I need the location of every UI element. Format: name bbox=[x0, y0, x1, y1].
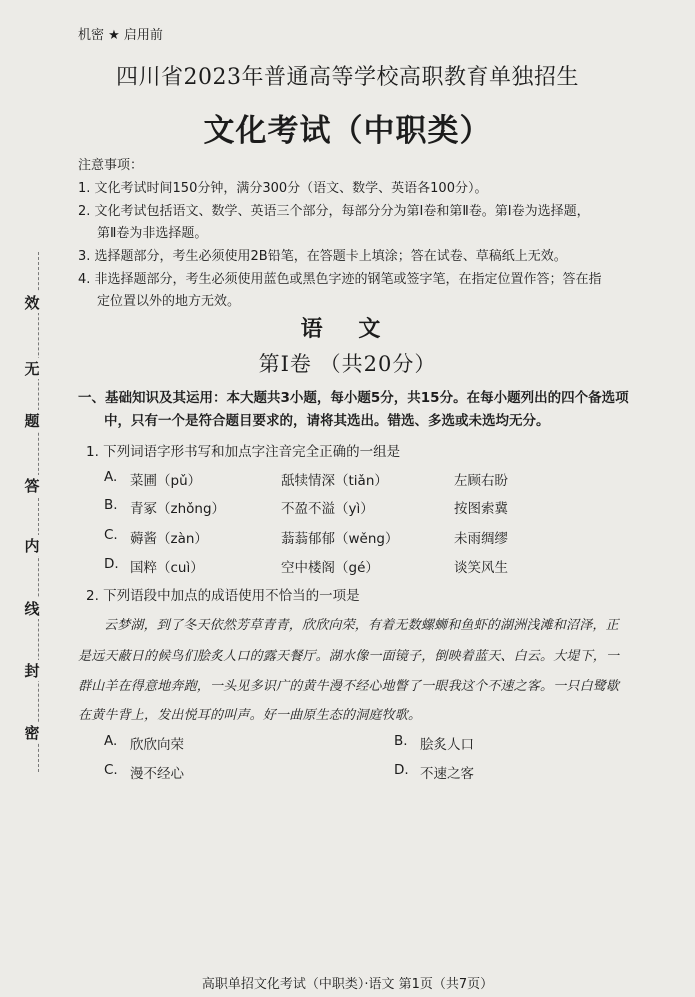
option-text: 菜圃（pǔ） bbox=[130, 473, 202, 489]
subject-title: 语 文 bbox=[300, 316, 395, 342]
passage-line: 在黄牛背上，发出悦耳的叫声。好一曲原生态的洞庭牧歌。 bbox=[78, 708, 422, 723]
volume-title: 第Ⅰ卷 （共20分） bbox=[258, 352, 437, 376]
passage-line: 是远天蔽日的候鸟们脍炙人口的露天餐厅。湖水像一面镜子，倒映着蓝天、白云。大堤下，一 bbox=[78, 649, 620, 664]
margin-char: 效 bbox=[22, 292, 42, 313]
option-label: A. bbox=[104, 733, 118, 749]
margin-char: 无 bbox=[22, 358, 42, 379]
option-text: 谈笑风生 bbox=[454, 560, 508, 576]
option-text: 蓊蓊郁郁（wěng） bbox=[281, 531, 399, 547]
question-stem: 1. 下列词语字形书写和加点字注音完全正确的一组是 bbox=[86, 444, 401, 460]
option-text: 不盈不溢（yì） bbox=[281, 501, 374, 517]
option-text: 不速之客 bbox=[420, 766, 474, 782]
margin-char: 答 bbox=[22, 475, 42, 496]
note-item: 3. 选择题部分，考生必须使用2B铅笔，在答题卡上填涂；答在试卷、草稿纸上无效。 bbox=[78, 249, 567, 264]
section-instructions: 中，只有一个是符合题目要求的，请将其选出。错选、多选或未选均无分。 bbox=[104, 413, 550, 429]
margin-char: 内 bbox=[22, 535, 42, 556]
option-text: 脍炙人口 bbox=[420, 737, 474, 753]
option-label: B. bbox=[394, 733, 408, 749]
option-text: 空中楼阁（gé） bbox=[281, 560, 379, 576]
note-item: 1. 文化考试时间150分钟，满分300分（语文、数学、英语各100分）。 bbox=[78, 181, 488, 196]
confidential-label: 机密 ★ 启用前 bbox=[78, 28, 163, 43]
option-text: 舐犊情深（tiǎn） bbox=[281, 473, 388, 489]
option-text: 漫不经心 bbox=[130, 766, 184, 782]
page-footer: 高职单招文化考试（中职类）·语文 第1页（共7页） bbox=[201, 977, 494, 992]
note-item: 第Ⅱ卷为非选择题。 bbox=[97, 226, 208, 241]
option-label: C. bbox=[104, 527, 118, 543]
margin-char: 封 bbox=[22, 660, 42, 681]
note-item: 2. 文化考试包括语文、数学、英语三个部分，每部分分为第Ⅰ卷和第Ⅱ卷。第Ⅰ卷为选择题， bbox=[78, 204, 590, 219]
exam-title: 四川省2023年普通高等学校高职教育单独招生 bbox=[116, 65, 579, 90]
notes-heading: 注意事项： bbox=[78, 158, 144, 173]
option-text: 按图索冀 bbox=[454, 501, 508, 517]
passage-line: 云梦湖，到了冬天依然芳草青青，欣欣向荣，有着无数螺蛳和鱼虾的湖洲浅滩和沼泽，正 bbox=[104, 618, 619, 633]
margin-char: 题 bbox=[22, 410, 42, 431]
note-item: 定位置以外的地方无效。 bbox=[97, 294, 241, 309]
option-text: 薅酱（zàn） bbox=[130, 531, 208, 547]
option-label: D. bbox=[394, 762, 409, 778]
option-text: 国粹（cuì） bbox=[130, 560, 204, 576]
question-stem: 2. 下列语段中加点的成语使用不恰当的一项是 bbox=[86, 588, 360, 604]
option-label: A. bbox=[104, 469, 118, 485]
passage-line: 群山羊在得意地奔跑，一头见多识广的黄牛漫不经心地瞥了一眼我这个不速之客。一只白鹭歇 bbox=[78, 679, 620, 694]
option-label: C. bbox=[104, 762, 118, 778]
margin-char: 密 bbox=[22, 722, 42, 743]
margin-char: 线 bbox=[22, 598, 42, 619]
note-item: 4. 非选择题部分，考生必须使用蓝色或黑色字迹的钢笔或签字笔，在指定位置作答；答在指 bbox=[78, 272, 602, 287]
option-text: 欣欣向荣 bbox=[130, 737, 184, 753]
section-instructions: 一、基础知识及其运用：本大题共3小题，每小题5分，共15分。在每小题列出的四个备选项 bbox=[78, 390, 629, 406]
option-text: 未雨绸缪 bbox=[454, 531, 508, 547]
option-label: D. bbox=[104, 556, 119, 572]
option-text: 左顾右盼 bbox=[454, 473, 508, 489]
exam-subtitle: 文化考试（中职类） bbox=[203, 113, 492, 149]
option-label: B. bbox=[104, 497, 118, 513]
option-text: 青冢（zhǒng） bbox=[130, 501, 226, 517]
